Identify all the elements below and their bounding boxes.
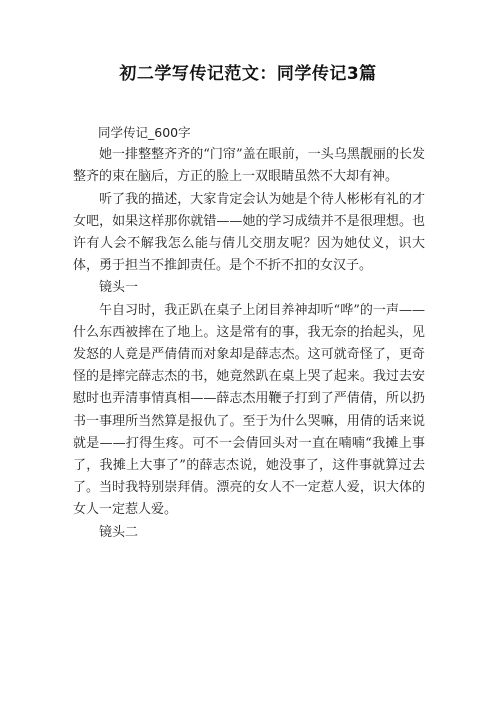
document-body: [73, 122, 425, 544]
paragraph: 听了我的描述，大家肯定会认为她是个待人彬彬有礼的才女吧，如果这样那你就错——她的学习成绩并不是很理想。也许有人会不解我怎么能与倩儿交朋友呢？因为她仗义，识大体，勇于担当不推卸责任。是个不折不扣的女汉子。: [73, 191, 425, 274]
document-title: 初二学写传记范文：同学传记3篇: [119, 64, 377, 84]
subheading: 镜头二: [99, 524, 139, 540]
section-heading: 同学传记_600字: [98, 125, 191, 140]
subheading: 镜头一: [99, 280, 139, 296]
paragraph: 午自习时，我正趴在桌子上闭目养神却听“哗”的一声——什么东西被摔在了地上。这是常有的事，我无奈的抬起头，见发怒的人竟是严倩倩而对象却是薛志杰。这可就奇怪了，更奇怪的是摔完薛志杰的书，她竟然趴在桌上哭了起来。我过去安慰时也弄清事情真相——薛志杰用鞭子打到了严倩倩，所以扔书一事理所当然算是报仇了。至于为什么哭嘛，用倩的话来说就是——打得生疼。可不一会倩回头对一直在喃喃“我摊上事了，我摊上大事了”的薛志杰说，她没事了，这件事就算过去了。当时我特别崇拜倩。漂亮的女人不一定惹人爱，识大体的女人一定惹人爱。: [73, 302, 425, 518]
paragraph: 她一排整整齐齐的“门帘”盖在眼前，一头乌黑靓丽的长发整齐的束在脑后，方正的脸上一双眼睛虽然不大却有神。: [73, 147, 425, 185]
